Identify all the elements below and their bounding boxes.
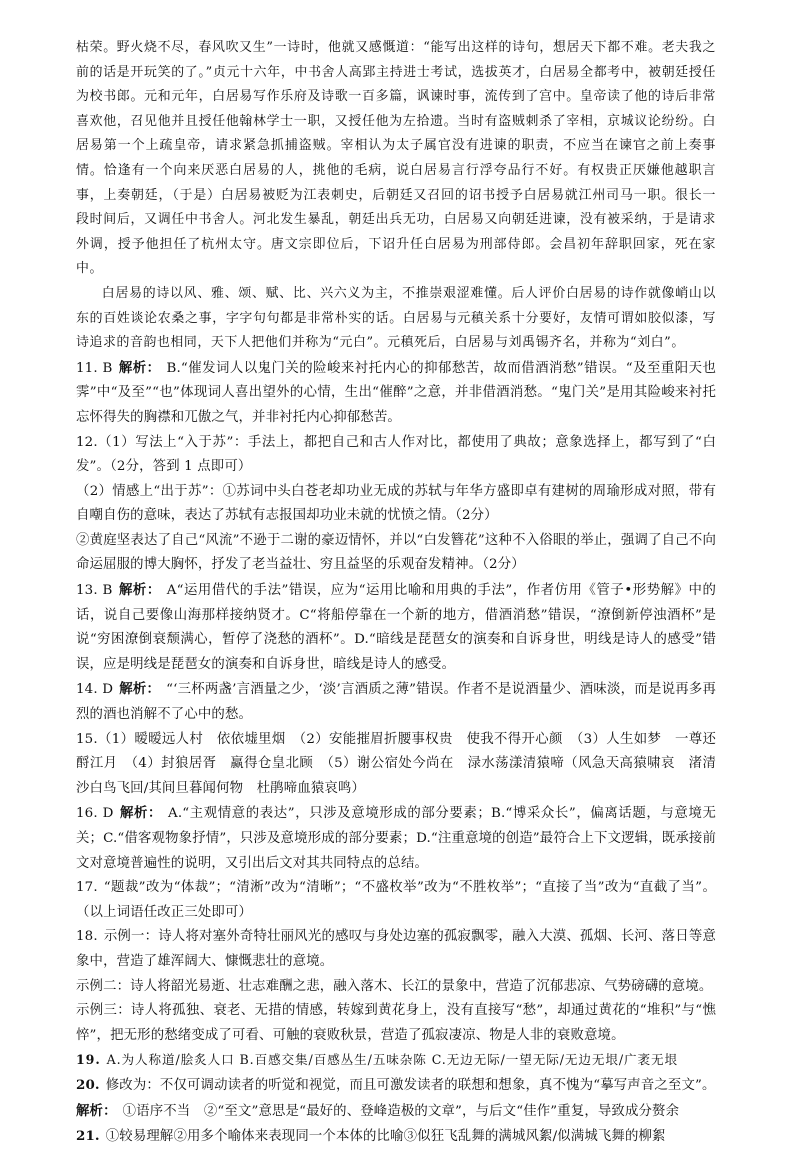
- answer-20-analysis: [76, 1099, 716, 1125]
- answer-number: 16. D: [76, 806, 114, 822]
- analysis-label: 解析：: [118, 582, 161, 599]
- answer-15: [76, 728, 716, 802]
- answer-text: （1）暧暧远人村 依依墟里烟 （2）安能摧眉折腰事权贵 使我不得开心颜 （3）人生如梦 一尊还酹江月 （4）封狼居胥 赢得仓皇北顾 （5）谢公宿处今尚在 渌水荡漾清猿啼（风急天高猿啸哀 渚清沙白鸟飞回/其间旦暮闻何物 杜鹃啼血猿哀鸣）: [76, 731, 716, 796]
- answer-17: [76, 876, 716, 925]
- answer-text: 示例二：诗人将韶光易逝、壮志难酬之悲，融入落木、长江的景象中，营造了沉郁悲凉、气势磅礴的意境。: [76, 978, 713, 994]
- answer-11: [76, 356, 716, 431]
- answer-text: ②黄庭坚表达了自己“风流”不逊于二谢的豪迈情怀，并以“白发簪花”这种不入俗眼的举止，强调了自己不向命运屈服的博大胸怀，抒发了老当益壮、穷且益坚的乐观奋发精神。（2分）: [76, 532, 716, 573]
- answer-text: “题裁”改为“体裁”；“清淅”改为“清晰”；“不盛枚举”改为“不胜枚举”；“直接了当”改为“直截了当”。（以上词语任改正三处即可）: [76, 880, 717, 920]
- answer-number: 14. D: [76, 682, 114, 698]
- analysis-label: 解析：: [119, 805, 163, 822]
- answer-text: ①较易理解②用多个喻体来表现同一个本体的比喻③似狂飞乱舞的满城风絮/似满城飞舞的柳絮: [105, 1129, 666, 1145]
- answer-text: ①语序不当 ②“至文”意思是“最好的、登峰造极的文章”，与后文“佳作”重复，导致成分赘余: [122, 1103, 680, 1119]
- answer-number: 11. B: [76, 360, 113, 376]
- answer-20: [76, 1073, 716, 1099]
- answer-text: B.“催发词人以鬼门关的险峻来衬托内心的抑郁愁苦，故而借酒消愁”错误。“及至重阳天也霁”中“及至”“也”体现词人喜出望外的心情，生出“催醉”之意，并非借酒消愁。“鬼门关”是用其险峻来衬托忘怀得失的胸襟和兀傲之气，并非衬托内心抑郁愁苦。: [76, 360, 716, 425]
- answer-18-example-3: [76, 999, 716, 1048]
- answer-number: 18.: [76, 929, 98, 945]
- answer-21: [76, 1124, 716, 1150]
- answer-text: A.“主观情意的表达”，只涉及意境形成的部分要素；B.“博采众长”，偏离话题，与意境无关；C.“借客观物象抒情”，只涉及意境形成的部分要素；D.“注重意境的创造”最符合上下文逻辑，既承接前文对意境普遍性的说明，又引出后文对其共同特点的总结。: [76, 806, 716, 871]
- analysis-label: 解析：: [119, 681, 161, 698]
- bio-paragraph: 枯荣。野火烧不尽，春风吹又生”一诗时，他就又感慨道：“能写出这样的诗句，想居天下都不难。老夫我之前的话是开玩笑的了。”贞元十六年，中书舍人高郢主持进士考试，选拔英才，白居易全都考中，被朝廷授任为校书郎。元和元年，白居易写作乐府及诗歌一百多篇，讽谏时事，流传到了宫中。皇帝读了他的诗后非常喜欢他，召见他并且授任他翰林学士一职，又授任他为左拾遗。当时有盗贼刺杀了宰相，京城议论纷纷。白居易第一个上疏皇帝，请求紧急抓捕盗贼。宰相认为太子属官没有进谏的职责，不应当在谏官之前上奏事情。恰逢有一个向来厌恶白居易的人，挑他的毛病，说白居易言行浮夸品行不好。有权贵正厌嫌他越职言事，上奏朝廷，（于是）白居易被贬为江表刺史，后朝廷又召回的诏书授予白居易就江州司马一职。很长一段时间后，又调任中书舍人。河北发生暴乱，朝廷出兵无功，白居易又向朝廷进谏，没有被采纳，于是请求外调，授予他担任了杭州太守。唐文宗即位后，下诏升任白居易为刑部侍郎。会昌初年辞职回家，死在家中。: [76, 40, 716, 277]
- answer-12-part-2: [76, 480, 716, 529]
- answer-text: A.为人称道/脍炙人口 B.百感交集/百感丛生/五味杂陈 C.无边无际/一望无际/无边无垠/广袤无垠: [106, 1052, 679, 1068]
- answer-13: [76, 578, 716, 677]
- answer-19: [76, 1048, 716, 1073]
- answer-18: [76, 925, 716, 974]
- answer-number: 13. B: [76, 583, 113, 599]
- answer-text: 示例一：诗人将对塞外奇特壮丽风光的感叹与身处边塞的孤寂飘零，融入大漠、孤烟、长河、落日等意象中，营造了雄浑阔大、慷慨悲壮的意境。: [76, 929, 716, 969]
- answer-number: 21.: [76, 1128, 100, 1145]
- analysis-label: 解析：: [76, 1102, 117, 1119]
- answer-text: 示例三：诗人将孤独、衰老、无措的情感，转嫁到黄花身上，没有直接写“愁”，却通过黄花的“堆积”与“憔悴”，把无形的愁绪变成了可看、可触的衰败秋景，营造了孤寂凄凉、物是人非的衰败意境。: [76, 1003, 716, 1043]
- answer-number: 19.: [76, 1052, 101, 1068]
- answer-18-example-2: [76, 975, 716, 1000]
- analysis-label: 解析：: [118, 359, 161, 376]
- answer-number: 12.: [76, 434, 98, 450]
- answer-text: A“运用借代的手法”错误，应为“运用比喻和用典的手法”，作者仿用《管子•形势解》中的话，说自己要像山海那样接纳贤才。C“将船停靠在一个新的地方，借酒消愁”错误，“潦倒新停浊酒杯”是说“穷困潦倒衰颓满心，暂停了浇愁的酒杯”。D.“暗线是琵琶女的演奏和自诉身世，明线是诗人的感受”错误，应是明线是琵琶女的演奏和自诉身世，暗线是诗人的感受。: [76, 583, 716, 672]
- answer-number: 20.: [76, 1076, 100, 1093]
- answer-text: 修改为：不仅可调动读者的听觉和视觉，而且可激发读者的联想和想象，真不愧为“摹写声音之至文”。: [105, 1077, 716, 1093]
- answer-text: （1）写法上“入于苏”：手法上，都把自己和古人作对比，都使用了典故；意象选择上，都写到了“白发”。（2分，答到 1 点即可）: [76, 434, 716, 475]
- answer-text: （2）情感上“出于苏”：①苏词中头白苍老却功业无成的苏轼与年华方盛即卓有建树的周瑜形成对照，带有自嘲自伤的意味，表达了苏轼有志报国却功业未就的忧愤之情。（2分）: [76, 483, 716, 524]
- answer-12-part-2b: [76, 529, 716, 578]
- answer-14: [76, 677, 716, 727]
- answer-16: [76, 801, 716, 876]
- answer-12: [76, 431, 716, 480]
- answer-number: 17.: [76, 880, 98, 896]
- answer-number: 15.: [76, 731, 98, 747]
- answer-text: “‘三杯两盏’言酒量之少，‘淡’言酒质之薄”错误。作者不是说酒量少、酒味淡，而是说再多再烈的酒也消解不了心中的愁。: [76, 682, 716, 723]
- bio-paragraph: 白居易的诗以风、雅、颂、赋、比、兴六义为主，不推崇艰涩难懂。后人评价白居易的诗作就像峭山以东的百姓谈论农桑之事，字字句句都是非常朴实的话。白居易与元稹关系十分要好，友情可谓如胶似漆，写诗追求的音韵也相同，天下人把他们并称为“元白”。元稹死后，白居易与刘禹锡齐名，并称为“刘白”。: [76, 285, 716, 351]
